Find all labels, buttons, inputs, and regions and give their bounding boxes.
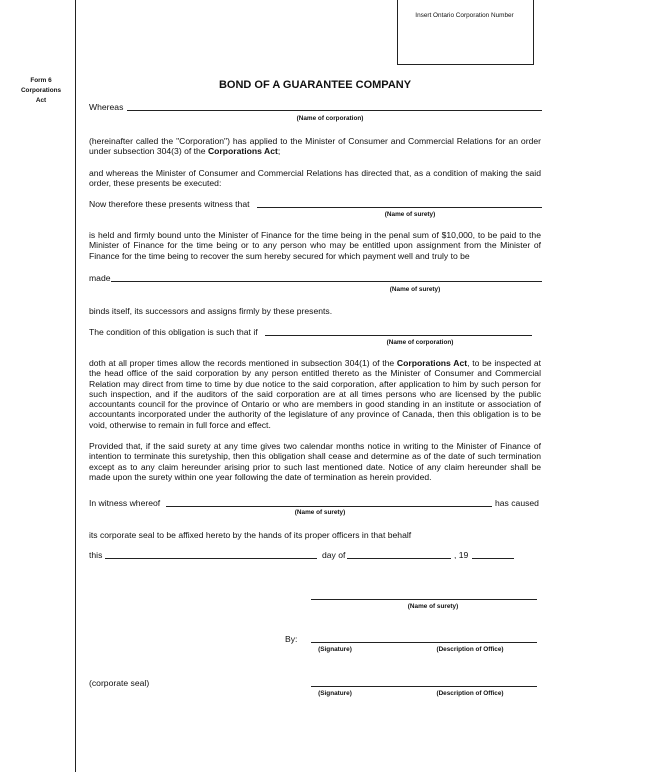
margin-rule <box>75 0 76 772</box>
act-name-line2: Act <box>35 97 47 104</box>
seal-affixed-statement: its corporate seal to be affixed hereto by the hands of its proper officers in that behalf <box>89 530 412 540</box>
signature-field-1[interactable] <box>311 642 537 643</box>
form-side-label <box>14 76 68 106</box>
day-field[interactable] <box>105 558 317 559</box>
caption-signature-2: (Signature) <box>318 690 352 697</box>
month-field[interactable] <box>347 558 451 559</box>
by-label: By: <box>285 634 298 644</box>
caption-name-of-corporation-2: (Name of corporation) <box>386 339 454 346</box>
corporation-number-box[interactable] <box>397 0 534 65</box>
binds-statement: binds itself, its successors and assigns firmly by these presents. <box>89 306 333 316</box>
condition-label: The condition of this obligation is such that if <box>89 327 258 337</box>
caption-name-of-surety-3: (Name of surety) <box>294 509 346 516</box>
whereas-label: Whereas <box>89 102 124 112</box>
caption-name-of-corporation-1: (Name of corporation) <box>296 115 364 122</box>
surety-name-field-4[interactable] <box>311 599 537 600</box>
paragraph-records-a: doth at all proper times allow the records mentioned in subsection 304(1) of the <box>89 358 395 368</box>
now-therefore-label: Now therefore these presents witness that <box>89 199 250 209</box>
paragraph-application-end: ; <box>277 146 281 157</box>
paragraph-bound: is held and firmly bound unto the Minister of Finance for the time being in the penal sum of $10,000, to be paid to the Minister of Finance for the time being or to any person who may be entitled upon assignment from the Minister of Finance for the time being to recover the sum hereby secured for which payment well and truly to be <box>89 230 541 261</box>
caption-signature-1: (Signature) <box>318 646 352 653</box>
has-caused-label: has caused <box>495 498 539 508</box>
witness-label: In witness whereof <box>89 498 161 508</box>
corporate-seal-label: (corporate seal) <box>89 678 150 688</box>
caption-office-1: (Description of Office) <box>436 646 504 653</box>
paragraph-termination: Provided that, if the said surety at any time gives two calendar months notice in writing to the Minister of Finance of intention to terminate this suretyship, then this obligation shall cease and determine as of the date of such termination except as to any claim hereunder arising prior to such last mentioned date. Notice of any claim hereunder shall be made upon the surety within one year following the date of termination as herein provided. <box>89 441 541 482</box>
paragraph-records <box>89 358 541 430</box>
whereas-corporation-field[interactable] <box>127 110 542 111</box>
document-title: BOND OF A GUARANTEE COMPANY <box>218 79 412 91</box>
caption-name-of-surety-4: (Name of surety) <box>407 603 459 610</box>
corporations-act-ref: Corporations Act <box>207 146 278 157</box>
year-label: , 19 <box>454 550 469 560</box>
witness-surety-field[interactable] <box>166 506 492 507</box>
act-name-line1: Corporations <box>20 87 62 94</box>
caption-name-of-surety-1: (Name of surety) <box>384 211 436 218</box>
paragraph-direction: and whereas the Minister of Consumer and Commercial Relations has directed that, as a condition of making the said order, these presents be executed: <box>89 168 541 189</box>
caption-office-2: (Description of Office) <box>436 690 504 697</box>
surety-name-field-1[interactable] <box>257 207 542 208</box>
paragraph-records-b: , to be inspected at the head office of the said corporation by any person entitled thereto as the Minister of Consumer and Commercial Relation may direct from time to time by due notice to the said corporation, after application to him by such person for such inspection, and if the auditors of the said corporation are at all times persons who are licensed by the public accountants council for the province of Ontario or who are members in good standing in an institute or association of accountants incorporated under the authority of the legislature of any province of Canada, then this obligation is to be void, otherwise to remain in full force and effect. <box>89 358 542 430</box>
corporation-number-label: Insert Ontario Corporation Number <box>415 12 514 19</box>
day-of-label: day of <box>322 550 346 560</box>
form-number: Form 6 <box>30 77 52 84</box>
corporations-act-ref-2: Corporations Act <box>396 358 468 368</box>
condition-corporation-field[interactable] <box>265 335 532 336</box>
this-label: this <box>89 550 103 560</box>
caption-name-of-surety-2: (Name of surety) <box>389 286 441 293</box>
paragraph-application <box>89 136 541 157</box>
signature-field-2[interactable] <box>311 686 537 687</box>
made-field[interactable] <box>111 281 542 282</box>
paragraph-application-text: (hereinafter called the "Corporation") has applied to the Minister of Consumer and Commercial Relations for an order under subsection 304(3) of the <box>89 136 541 157</box>
year-field[interactable] <box>472 558 514 559</box>
made-label: made <box>89 273 111 283</box>
